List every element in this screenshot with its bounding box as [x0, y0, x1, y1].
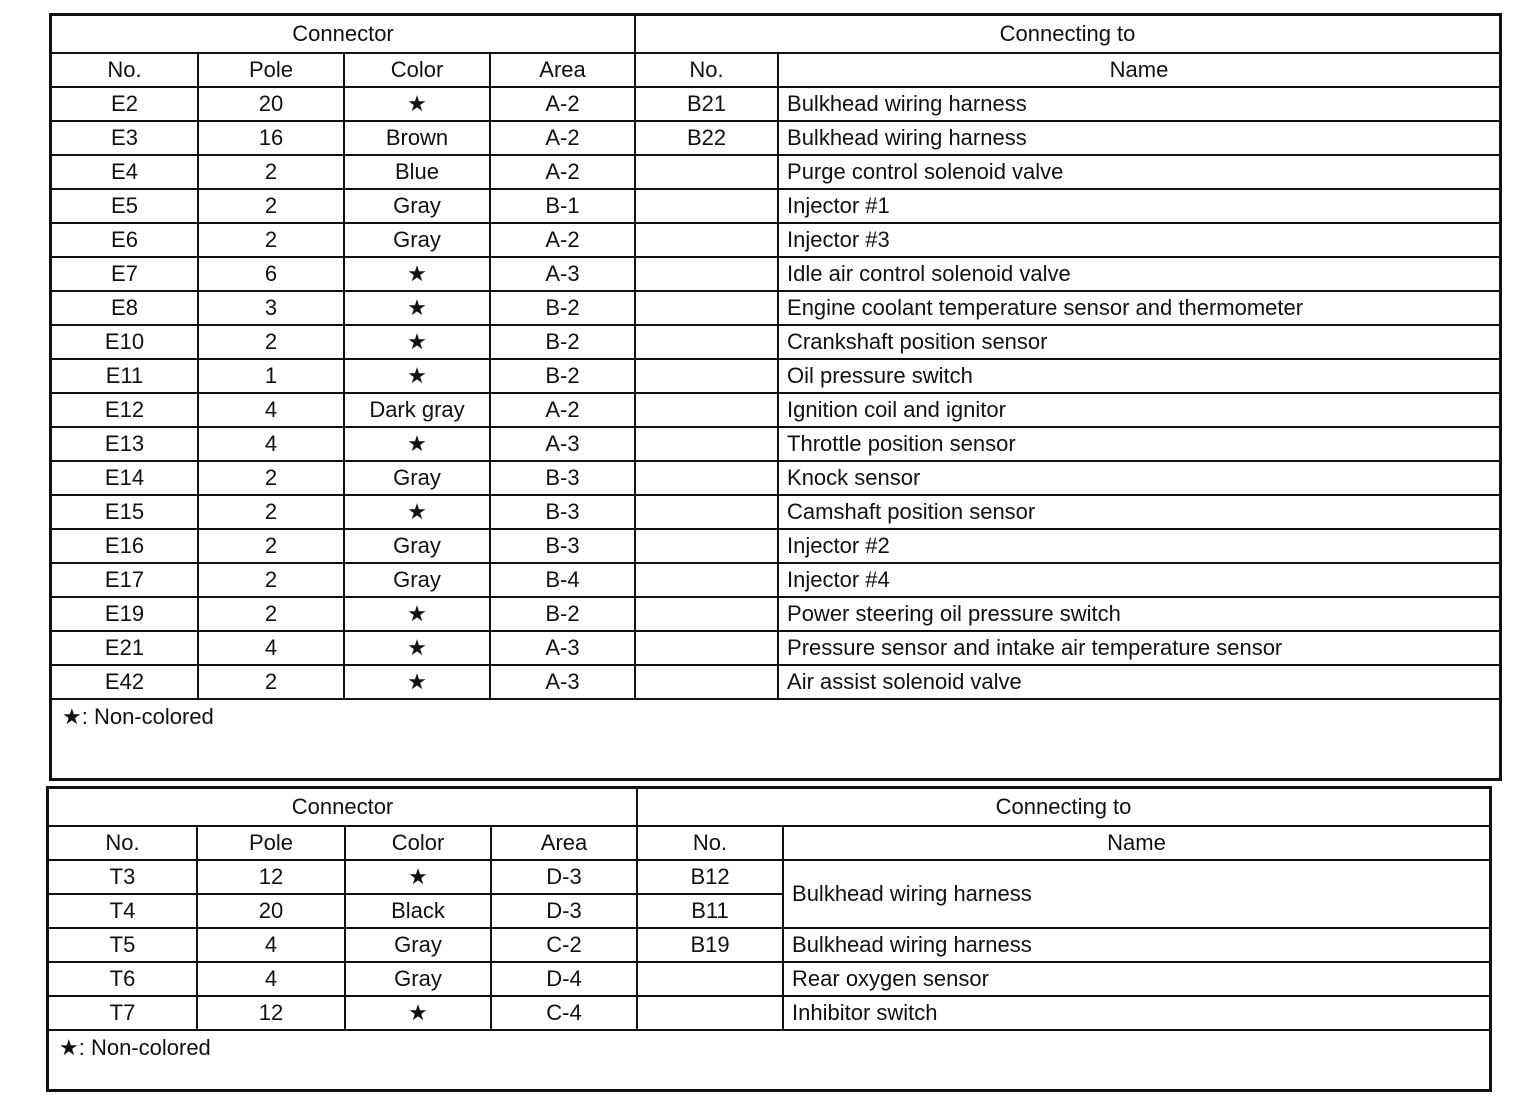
cell-to-no: B22 — [635, 121, 778, 155]
cell-to-no — [635, 291, 778, 325]
cell-name: Injector #3 — [778, 223, 1499, 257]
cell-no: E3 — [52, 121, 198, 155]
cell-name: Throttle position sensor — [778, 427, 1499, 461]
cell-area: D-4 — [491, 962, 637, 996]
cell-to-no — [635, 665, 778, 699]
table-row — [49, 928, 1489, 962]
cell-area: A-2 — [490, 121, 635, 155]
cell-pole: 12 — [197, 860, 345, 894]
table-row — [52, 631, 1499, 665]
cell-area: B-3 — [490, 461, 635, 495]
connector-table-e — [49, 13, 1502, 781]
cell-pole: 2 — [198, 461, 344, 495]
cell-no: T5 — [49, 928, 197, 962]
cell-area: D-3 — [491, 894, 637, 928]
cell-name: Bulkhead wiring harness — [778, 121, 1499, 155]
cell-color: Gray — [344, 223, 490, 257]
table-row — [52, 325, 1499, 359]
cell-no: E4 — [52, 155, 198, 189]
cell-color: ★ — [344, 87, 490, 121]
connecting-to-header: Connecting to — [635, 16, 1499, 53]
cell-pole: 2 — [198, 189, 344, 223]
cell-color: Gray — [344, 563, 490, 597]
cell-no: E42 — [52, 665, 198, 699]
table-row — [52, 189, 1499, 223]
cell-to-no — [635, 189, 778, 223]
cell-name: Injector #1 — [778, 189, 1499, 223]
cell-area: C-2 — [491, 928, 637, 962]
table-row — [49, 860, 1489, 894]
cell-color: Gray — [345, 962, 491, 996]
footnote-non-colored: ★: Non-colored — [62, 704, 214, 729]
cell-color: ★ — [344, 631, 490, 665]
connector-table-t — [46, 786, 1492, 1092]
cell-no: E8 — [52, 291, 198, 325]
cell-to-no — [635, 495, 778, 529]
cell-area: B-3 — [490, 529, 635, 563]
cell-color: Gray — [345, 928, 491, 962]
cell-area: A-2 — [490, 393, 635, 427]
cell-name: Camshaft position sensor — [778, 495, 1499, 529]
cell-name: Power steering oil pressure switch — [778, 597, 1499, 631]
table-row — [52, 393, 1499, 427]
cell-color: Gray — [344, 529, 490, 563]
table-row — [52, 223, 1499, 257]
cell-no: E7 — [52, 257, 198, 291]
table-row — [52, 597, 1499, 631]
table-row — [52, 121, 1499, 155]
table-row — [52, 427, 1499, 461]
cell-pole: 4 — [197, 928, 345, 962]
cell-pole: 1 — [198, 359, 344, 393]
cell-color: ★ — [344, 257, 490, 291]
name-header: Name — [778, 53, 1499, 87]
e-connector-table — [52, 16, 1499, 700]
cell-to-no — [635, 597, 778, 631]
cell-to-no — [637, 996, 783, 1030]
cell-no: E19 — [52, 597, 198, 631]
cell-color: Gray — [344, 189, 490, 223]
cell-to-no — [635, 461, 778, 495]
cell-to-no — [635, 529, 778, 563]
cell-to-no: B21 — [635, 87, 778, 121]
no-header: No. — [49, 826, 197, 860]
table-row — [52, 563, 1499, 597]
cell-area: D-3 — [491, 860, 637, 894]
cell-color: ★ — [344, 427, 490, 461]
cell-pole: 6 — [198, 257, 344, 291]
table-row — [52, 291, 1499, 325]
cell-pole: 4 — [197, 962, 345, 996]
cell-to-no: B12 — [637, 860, 783, 894]
cell-pole: 16 — [198, 121, 344, 155]
pole-header: Pole — [198, 53, 344, 87]
cell-pole: 2 — [198, 529, 344, 563]
cell-name: Injector #2 — [778, 529, 1499, 563]
area-header: Area — [491, 826, 637, 860]
cell-pole: 4 — [198, 393, 344, 427]
cell-no: E17 — [52, 563, 198, 597]
to-no-header: No. — [635, 53, 778, 87]
cell-color: Black — [345, 894, 491, 928]
t-connector-table — [49, 789, 1489, 1031]
table-row — [52, 155, 1499, 189]
cell-name: Knock sensor — [778, 461, 1499, 495]
cell-pole: 3 — [198, 291, 344, 325]
area-header: Area — [490, 53, 635, 87]
cell-area: A-3 — [490, 665, 635, 699]
table-row — [49, 996, 1489, 1030]
cell-name: Idle air control solenoid valve — [778, 257, 1499, 291]
cell-no: T6 — [49, 962, 197, 996]
no-header: No. — [52, 53, 198, 87]
cell-color: ★ — [345, 860, 491, 894]
cell-to-no — [635, 393, 778, 427]
table-row — [49, 962, 1489, 996]
cell-no: E21 — [52, 631, 198, 665]
cell-name: Bulkhead wiring harness — [783, 928, 1489, 962]
cell-to-no — [635, 563, 778, 597]
cell-color: ★ — [344, 597, 490, 631]
cell-no: T7 — [49, 996, 197, 1030]
cell-to-no — [637, 962, 783, 996]
cell-area: B-2 — [490, 291, 635, 325]
color-header: Color — [344, 53, 490, 87]
cell-name: Inhibitor switch — [783, 996, 1489, 1030]
cell-to-no — [635, 359, 778, 393]
cell-no: T4 — [49, 894, 197, 928]
connecting-to-header: Connecting to — [637, 789, 1489, 826]
cell-to-no: B19 — [637, 928, 783, 962]
cell-to-no — [635, 631, 778, 665]
cell-color: Brown — [344, 121, 490, 155]
cell-no: E15 — [52, 495, 198, 529]
cell-no: E2 — [52, 87, 198, 121]
cell-no: E10 — [52, 325, 198, 359]
cell-no: E12 — [52, 393, 198, 427]
cell-name: Air assist solenoid valve — [778, 665, 1499, 699]
table-row — [52, 87, 1499, 121]
cell-area: B-1 — [490, 189, 635, 223]
cell-name: Crankshaft position sensor — [778, 325, 1499, 359]
cell-color: ★ — [344, 325, 490, 359]
cell-name: Purge control solenoid valve — [778, 155, 1499, 189]
cell-name: Bulkhead wiring harness — [783, 860, 1489, 928]
cell-name: Engine coolant temperature sensor and thermometer — [778, 291, 1499, 325]
table-row — [52, 257, 1499, 291]
cell-no: T3 — [49, 860, 197, 894]
cell-color: Gray — [344, 461, 490, 495]
cell-to-no — [635, 223, 778, 257]
cell-to-no — [635, 325, 778, 359]
cell-color: ★ — [344, 665, 490, 699]
cell-name: Oil pressure switch — [778, 359, 1499, 393]
table-row — [52, 359, 1499, 393]
footnote-non-colored: ★: Non-colored — [59, 1035, 211, 1060]
cell-area: B-2 — [490, 359, 635, 393]
cell-to-no: B11 — [637, 894, 783, 928]
table-row — [52, 665, 1499, 699]
to-no-header: No. — [637, 826, 783, 860]
table-row — [52, 461, 1499, 495]
table-row — [52, 495, 1499, 529]
cell-name: Ignition coil and ignitor — [778, 393, 1499, 427]
cell-area: B-3 — [490, 495, 635, 529]
cell-pole: 2 — [198, 597, 344, 631]
cell-pole: 2 — [198, 665, 344, 699]
cell-color: Blue — [344, 155, 490, 189]
cell-no: E16 — [52, 529, 198, 563]
name-header: Name — [783, 826, 1489, 860]
cell-to-no — [635, 155, 778, 189]
cell-pole: 2 — [198, 325, 344, 359]
e-table-body — [52, 87, 1499, 699]
cell-pole: 12 — [197, 996, 345, 1030]
cell-pole: 2 — [198, 155, 344, 189]
table-row — [52, 529, 1499, 563]
cell-pole: 20 — [197, 894, 345, 928]
cell-area: A-3 — [490, 257, 635, 291]
cell-area: A-2 — [490, 87, 635, 121]
cell-no: E6 — [52, 223, 198, 257]
cell-area: A-2 — [490, 223, 635, 257]
cell-area: B-4 — [490, 563, 635, 597]
cell-area: A-3 — [490, 631, 635, 665]
cell-color: ★ — [344, 495, 490, 529]
cell-color: ★ — [344, 291, 490, 325]
cell-area: A-3 — [490, 427, 635, 461]
cell-pole: 20 — [198, 87, 344, 121]
cell-pole: 4 — [198, 631, 344, 665]
cell-name: Pressure sensor and intake air temperature sensor — [778, 631, 1499, 665]
cell-to-no — [635, 427, 778, 461]
cell-pole: 2 — [198, 563, 344, 597]
t-table-body — [49, 860, 1489, 1030]
cell-area: B-2 — [490, 325, 635, 359]
cell-no: E14 — [52, 461, 198, 495]
cell-no: E5 — [52, 189, 198, 223]
cell-color: Dark gray — [344, 393, 490, 427]
cell-pole: 4 — [198, 427, 344, 461]
cell-color: ★ — [345, 996, 491, 1030]
cell-area: C-4 — [491, 996, 637, 1030]
cell-area: B-2 — [490, 597, 635, 631]
connector-header: Connector — [52, 16, 635, 53]
cell-name: Injector #4 — [778, 563, 1499, 597]
cell-color: ★ — [344, 359, 490, 393]
cell-name: Bulkhead wiring harness — [778, 87, 1499, 121]
cell-area: A-2 — [490, 155, 635, 189]
cell-no: E13 — [52, 427, 198, 461]
cell-name: Rear oxygen sensor — [783, 962, 1489, 996]
connector-header: Connector — [49, 789, 637, 826]
cell-pole: 2 — [198, 223, 344, 257]
cell-pole: 2 — [198, 495, 344, 529]
color-header: Color — [345, 826, 491, 860]
cell-to-no — [635, 257, 778, 291]
pole-header: Pole — [197, 826, 345, 860]
cell-no: E11 — [52, 359, 198, 393]
